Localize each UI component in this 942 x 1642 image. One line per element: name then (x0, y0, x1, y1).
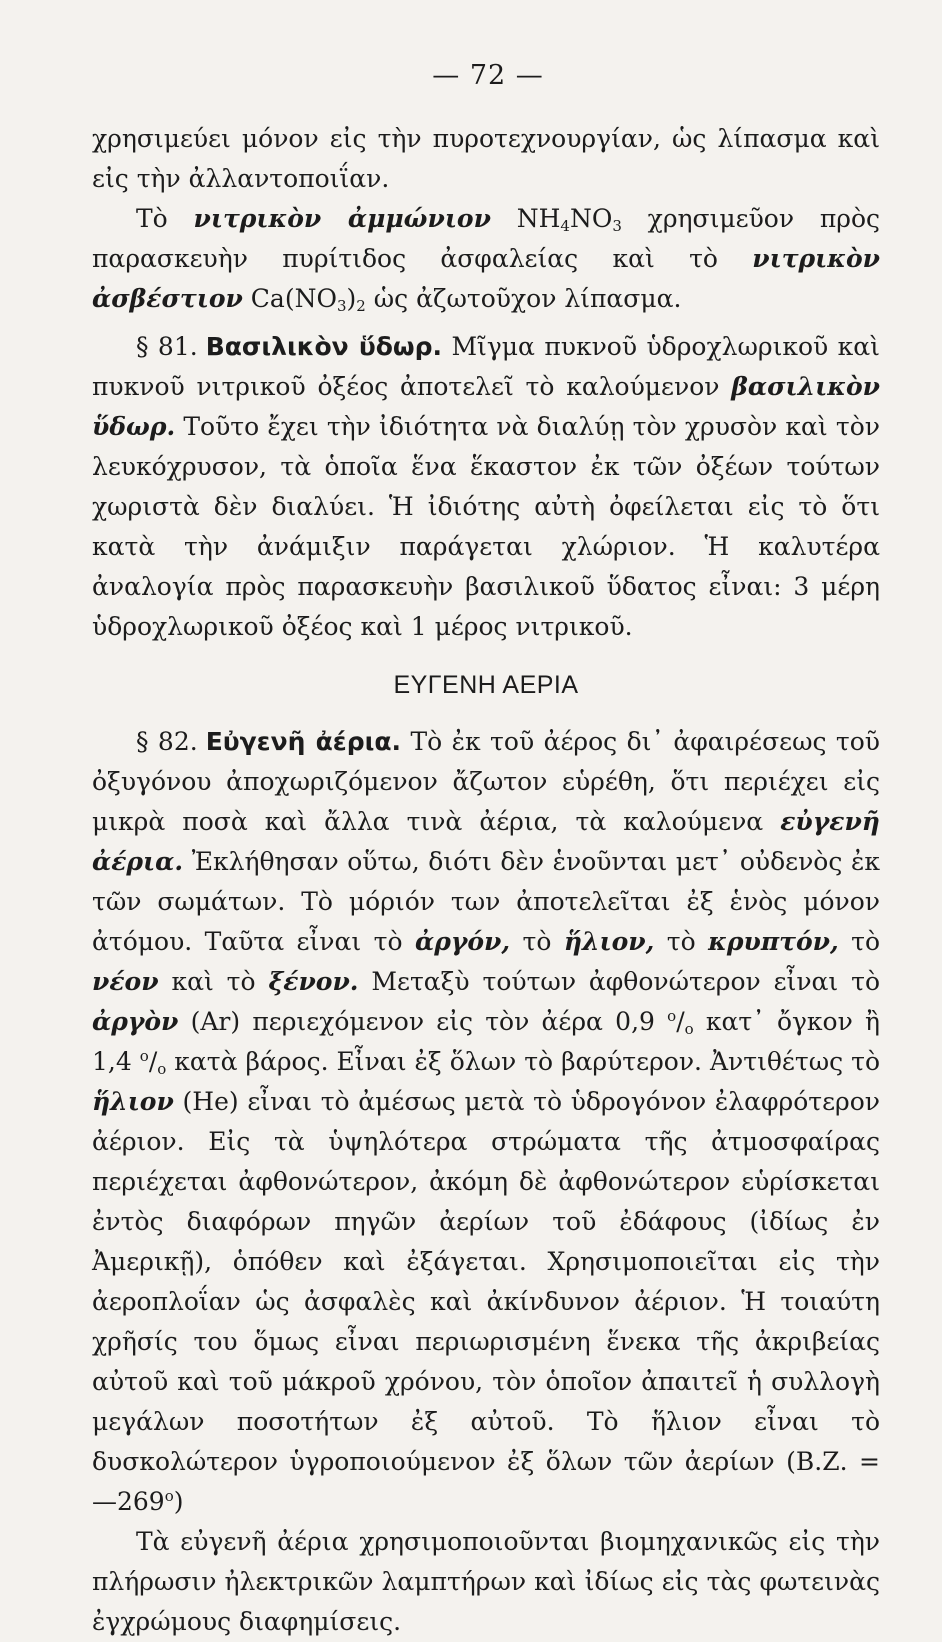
paragraph-continued: χρησιμεύει μόνον εἰς τὴν πυροτεχνουργίαν, ὡς λίπασμα καὶ εἰς τὴν ἀλλαντοποιΐαν. (92, 124, 880, 193)
section-number: § 81. (136, 332, 198, 361)
percent-sign-bottom: ο (684, 1020, 694, 1038)
text-run: ὡς ἀζωτοῦχον λίπασμα. (365, 284, 682, 313)
section-heading: Βασιλικὸν ὕδωρ. (205, 332, 443, 361)
paragraph-nitrates (92, 199, 880, 319)
percent-sign-slash: / (676, 1007, 685, 1036)
formula-subscript: 2 (356, 297, 366, 315)
term-helium: ἥλιον, (563, 927, 655, 956)
text-run: τὸ (654, 927, 709, 956)
text-run: χρησιμεῦον πρὸς παρασκευὴν πυρίτιδος ἀσφαλείας καὶ τὸ (92, 204, 880, 273)
text-run: Μεταξὺ τούτων ἀφθονώτερον εἶναι τὸ (358, 967, 880, 996)
term-noble-gases: εὐγενῆ ἀέρια. (92, 807, 880, 876)
book-page (92, 60, 880, 1642)
term-xenon: ξένον. (268, 967, 359, 996)
term-argon: ἀργόν, (414, 927, 511, 956)
formula-part: NH (490, 204, 561, 233)
term-ammonium-nitrate: νιτρικὸν ἀμμώνιον (193, 204, 491, 233)
text-run: κατ᾿ ὄγκον ἢ 1,4 (92, 1007, 881, 1076)
term-krypton: κρυπτόν, (708, 927, 839, 956)
term-argon: ἀργὸν (92, 1007, 179, 1036)
text-run: τὸ (838, 927, 880, 956)
text-run: Ἐκλήθησαν οὕτω, διότι δὲν ἑνοῦνται μετ᾿ οὐδενὸς ἐκ τῶν σωμάτων. Τὸ μόριόν των ἀποτελεῖται ἐξ ἑνὸς μόνον ἀτόμου. Ταῦτα εἶναι τὸ (92, 847, 880, 956)
page-number: — 72 — (432, 60, 544, 91)
text-run: τὸ (510, 927, 564, 956)
text-run: ) (173, 1487, 184, 1516)
section-number: § 82. (136, 727, 198, 756)
section-82 (92, 722, 880, 1522)
formula-part: Ca(NO (242, 284, 337, 313)
text-run: Τοῦτο ἔχει τὴν ἰδιότητα νὰ διαλύῃ τὸν χρυσὸν καὶ τὸν λευκόχρυσον, τὰ ὁποῖα ἕνα ἕκαστον ἐκ τῶν ὀξέων τούτων χωριστὰ δὲν διαλύει. Ἡ ἰδιότης αὐτὴ ὀφείλεται εἰς τὸ ὅτι κατὰ τὴν ἀνάμιξιν παράγεται χλώριον. Ἡ καλυτέρα ἀναλογία πρὸς παρασκευὴν βασιλικοῦ ὕδατος εἶναι: 3 μέρη ὑδροχλωρικοῦ ὀξέος καὶ 1 μέρος νιτρικοῦ. (92, 412, 880, 641)
formula-part: NO (569, 204, 613, 233)
text-run: (He) εἶναι τὸ ἀμέσως μετὰ τὸ ὑδρογόνον ἐλαφρότερον ἀέριον. Εἰς τὰ ὑψηλότερα στρώματα τῆς ἀτμοσφαίρας περιέχεται ἀφθονώτερον, ἀκόμη δὲ ἀφθονώτερον εὑρίσκεται ἐντὸς διαφόρων πηγῶν ἀερίων τοῦ ἐδάφους (ἰδίως ἐν Ἀμερικῇ), ὁπόθεν καὶ ἐξάγεται. Χρησιμοποιεῖται εἰς τὴν ἀεροπλοΐαν ὡς ἀσφαλὲς καὶ ἀκίνδυνον ἀέριον. Ἡ τοιαύτη χρῆσίς του ὅμως εἶναι περιωρισμένη ἕνεκα τῆς ἀκριβείας αὐτοῦ καὶ τοῦ μάκροῦ χρόνου, τὸν ὁποῖον ἀπαιτεῖ ἡ συλλογὴ μεγάλων ποσοτήτων ἐξ αὐτοῦ. Τὸ ἥλιον εἶναι τὸ δυσκολώτερον ὑγροποιούμενον ἐξ ὅλων τῶν ἀερίων (Β.Ζ. = —269 (92, 1087, 880, 1516)
section-heading: Εὐγενῆ ἀέρια. (205, 727, 402, 756)
text-run: Μῖγμα πυκνοῦ ὑδροχλωρικοῦ καὶ πυκνοῦ νιτρικοῦ ὀξέος ἀποτελεῖ τὸ καλούμενον (92, 332, 880, 401)
term-calcium-nitrate: νιτρικὸν ἀσβέστιον (92, 244, 880, 313)
percent-sign-slash: / (148, 1047, 158, 1076)
text-run: Τὸ ἐκ τοῦ ἀέρος δι᾿ ἀφαιρέσεως τοῦ ὀξυγόνου ἀποχωριζόμενον ἄζωτον εὑρέθη, ὅτι περιέχει εἰς μικρὰ ποσὰ καὶ ἄλλα τινὰ ἀέρια, τὰ καλούμενα (92, 727, 880, 836)
formula-part: ) (346, 284, 357, 313)
term-aqua-regia: βασιλικὸν ὕδωρ. (92, 372, 880, 441)
term-helium: ἥλιον (92, 1087, 174, 1116)
formula-subscript: 3 (336, 297, 347, 315)
text-run: (Ar) περιεχόμενον εἰς τὸν ἀέρα 0,9 (178, 1007, 668, 1036)
percent-sign-bottom: ο (157, 1060, 167, 1078)
paragraph-noble-gas-uses: Τὰ εὐγενῆ ἀέρια χρησιμοποιοῦνται βιομηχανικῶς εἰς τὴν πλήρωσιν ἠλεκτρικῶν λαμπτήρων καὶ ἰδίως εἰς τὰς φωτεινὰς ἐγχρώμους διαφημίσεις. (92, 1527, 880, 1636)
percent-sign-top: ο (667, 1007, 677, 1025)
text-run: κατὰ βάρος. Εἶναι ἐξ ὅλων τὸ βαρύτερον. Ἀντιθέτως τὸ (166, 1047, 880, 1076)
percent-sign-top: ο (139, 1047, 149, 1065)
degree-sign: ο (164, 1487, 174, 1505)
section-81 (92, 327, 880, 647)
formula-subscript: 3 (612, 217, 622, 235)
chapter-title: ΕΥΓΕΝΗ ΑΕΡΙΑ (393, 671, 579, 699)
formula-subscript: 4 (560, 217, 570, 235)
text-run: Τὸ (136, 204, 194, 233)
term-neon: νέον (92, 967, 159, 996)
text-run: καὶ τὸ (158, 967, 269, 996)
